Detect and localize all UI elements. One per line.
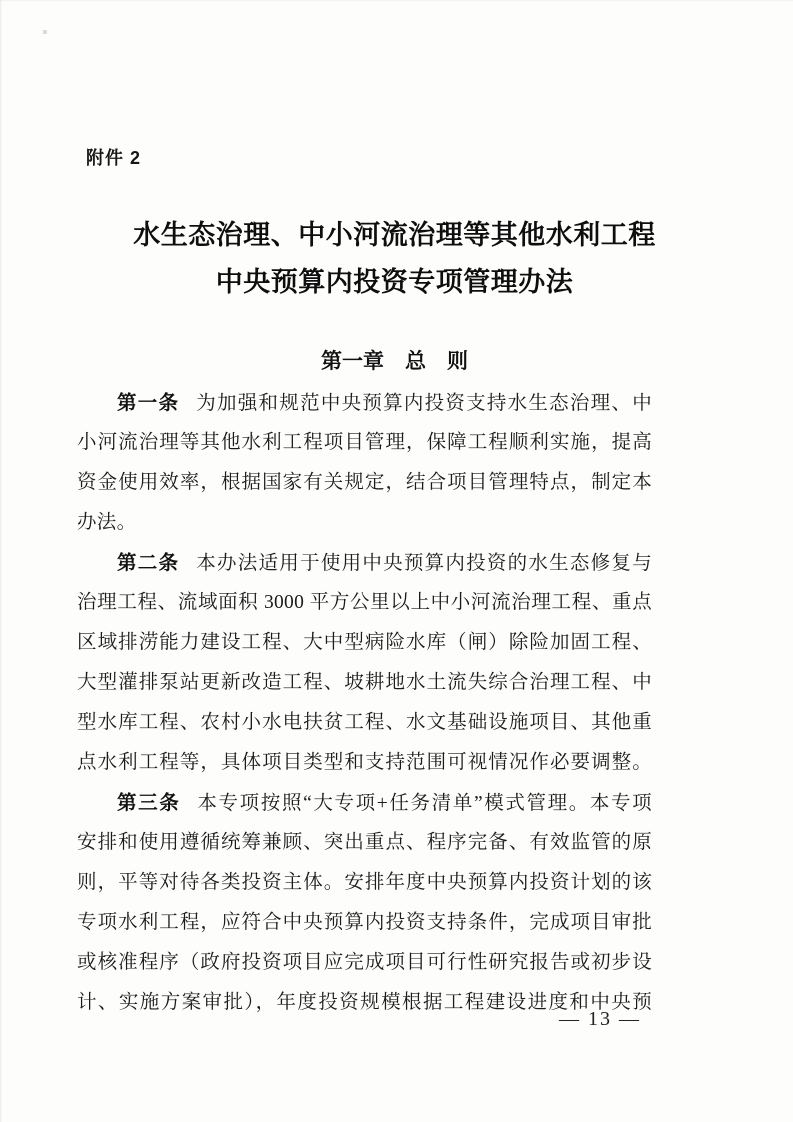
title-line-1: 水生态治理、中小河流治理等其他水利工程 — [133, 220, 656, 250]
article-1-label: 第一条 — [117, 392, 180, 414]
article-2-line-3: 区域排涝能力建设工程、大中型病险水库（闸）除险加固工程、 — [77, 632, 652, 653]
article-2-line-4: 大型灌排泵站更新改造工程、坡耕地水土流失综合治理工程、中 — [77, 672, 652, 693]
article-3-line-4: 专项水利工程，应符合中央预算内投资支持条件，完成项目审批 — [77, 912, 652, 933]
article-2-line-1 — [77, 543, 652, 583]
article-3-line-1 — [77, 783, 652, 823]
article-2-label: 第二条 — [117, 552, 180, 574]
article-1-line-2: 小河流治理等其他水利工程项目管理，保障工程顺利实施，提高 — [77, 432, 652, 453]
document-body — [77, 383, 652, 1023]
article-1-line-4: 办法。 — [77, 512, 137, 533]
article-3-line-2: 安排和使用遵循统筹兼顾、突出重点、程序完备、有效监管的原 — [77, 832, 652, 853]
page-number: — 13 — — [559, 1008, 641, 1030]
article-3-line-5: 或核准程序（政府投资项目应完成项目可行性研究报告或初步设 — [77, 952, 652, 973]
article-2-line-6: 点水利工程等，具体项目类型和支持范围可视情况作必要调整。 — [77, 752, 652, 773]
article-2-line-1-text: 本办法适用于使用中央预算内投资的水生态修复与 — [196, 553, 652, 574]
article-3-label: 第三条 — [117, 792, 181, 814]
article-3-line-6: 计、实施方案审批），年度投资规模根据工程建设进度和中央预 — [77, 992, 652, 1013]
attachment-label: 附件 2 — [86, 148, 142, 168]
scan-speck — [43, 30, 47, 34]
document-title — [77, 212, 682, 306]
title-line-2: 中央预算内投资专项管理办法 — [215, 267, 574, 297]
scan-edge-top — [0, 0, 793, 2]
article-1-line-3: 资金使用效率，根据国家有关规定，结合项目管理特点，制定本 — [77, 472, 652, 493]
article-3-line-1-text: 本专项按照“大专项+任务清单”模式管理。本专项 — [197, 793, 652, 814]
article-3-line-3: 则，平等对待各类投资主体。安排年度中央预算内投资计划的该 — [77, 872, 652, 893]
article-1-line-1 — [77, 383, 652, 423]
article-2-line-5: 型水库工程、农村小水电扶贫工程、水文基础设施项目、其他重 — [77, 712, 652, 733]
article-2-line-2: 治理工程、流域面积 3000 平方公里以上中小河流治理工程、重点 — [77, 592, 652, 613]
chapter-heading: 第一章 总 则 — [321, 350, 468, 373]
scan-edge-left — [0, 0, 2, 1122]
article-1-line-1-text: 为加强和规范中央预算内投资支持水生态治理、中 — [196, 393, 652, 414]
